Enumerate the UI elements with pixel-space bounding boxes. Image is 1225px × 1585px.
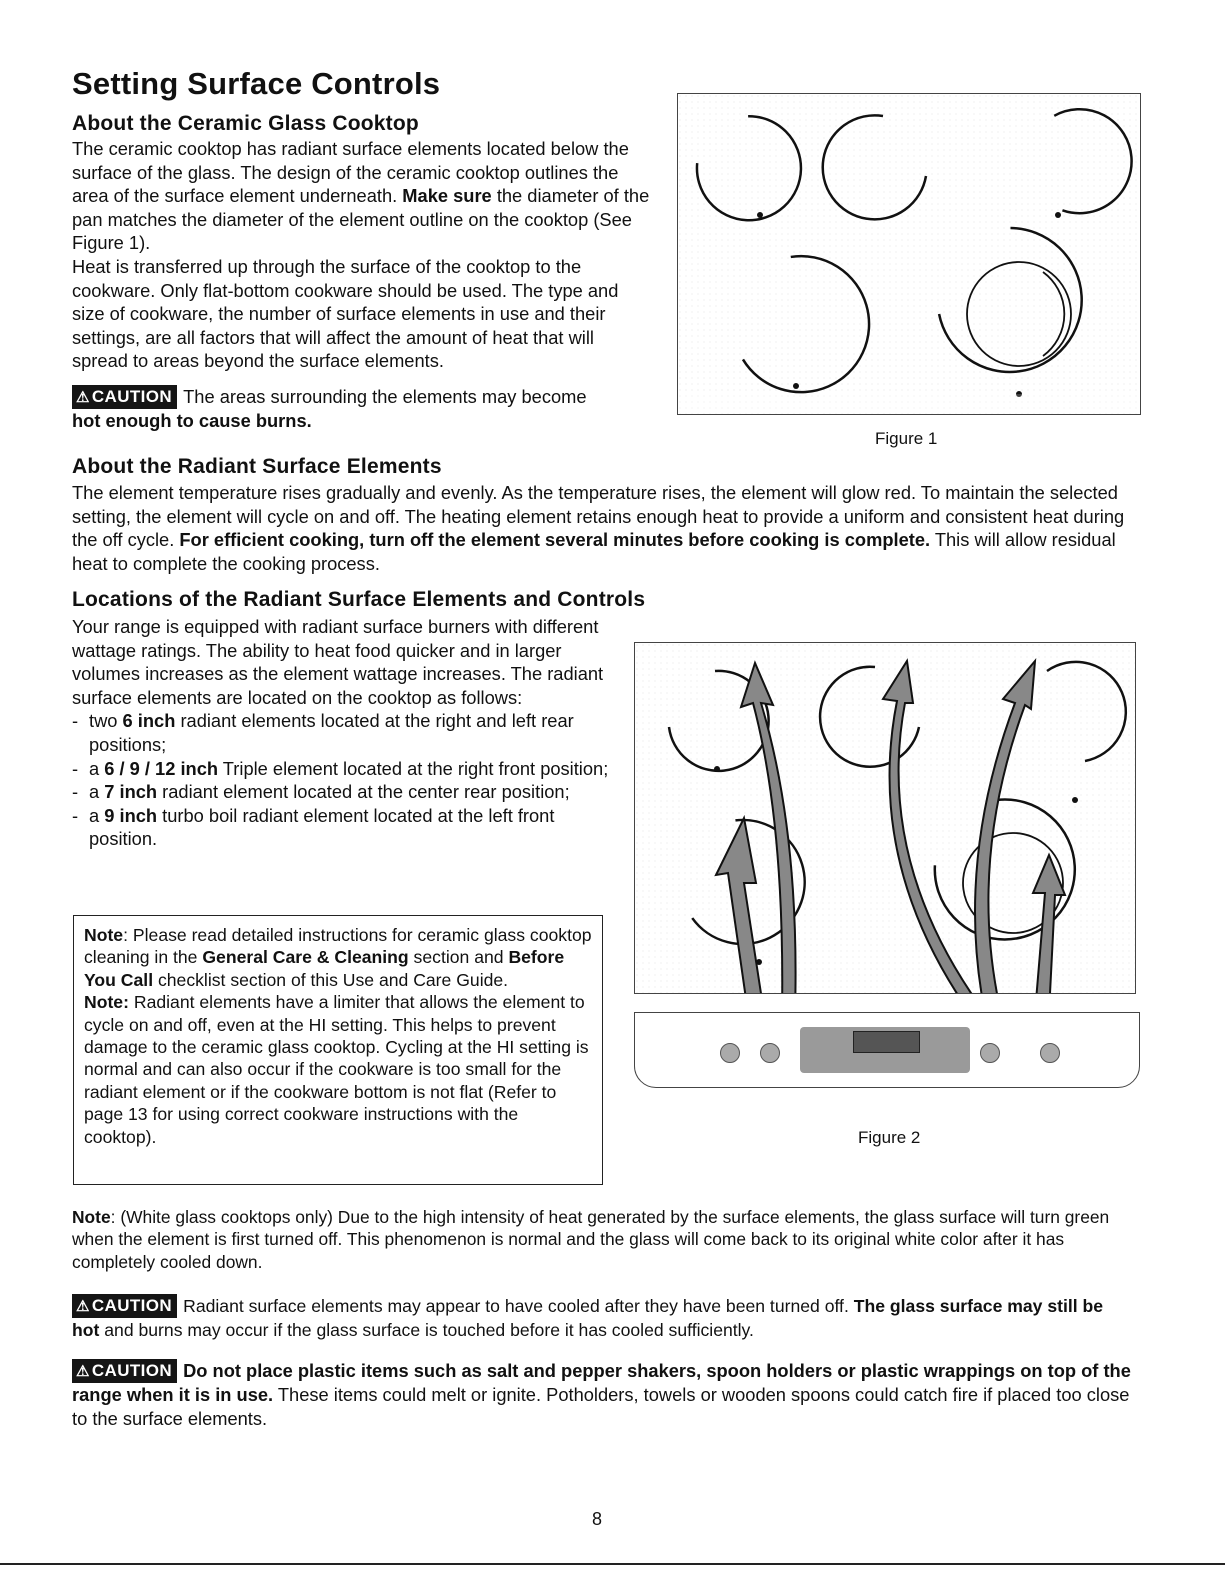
caution-1-text: The areas surrounding the elements may become — [183, 386, 587, 407]
radiant-text-a: The element temperature rises gradually and evenly. As the temperature rises, the element will glow red. To maintain the selected setting, the element will cycle on and off. The heating element retains enough heat to provide a uniform and consistent heat during the off cycle. — [72, 482, 1125, 551]
warning-icon: ⚠ — [76, 389, 90, 406]
knob-icon — [980, 1043, 1000, 1063]
ceramic-para2: Heat is transferred up through the surface of the cooktop to the cookware. Only flat-bottom cookware should be used. The type and size of cookware, the number of surface elements in use and their settings, are all factors that will affect the amount of heat that will spread to areas beyond the surface elements. — [72, 255, 619, 372]
figure-1-cooktop — [677, 93, 1141, 415]
warning-icon: ⚠ — [76, 1298, 90, 1315]
section-heading-locations: Locations of the Radiant Surface Elements and Controls — [72, 588, 646, 611]
list-item: - two 6 inch radiant elements located at the right and left rear positions; — [72, 709, 612, 756]
figure-1-caption: Figure 1 — [875, 429, 938, 448]
ceramic-glass-text — [72, 137, 650, 373]
caution-badge: ⚠ CAUTION — [72, 1294, 177, 1318]
caution-label: CAUTION — [91, 387, 173, 406]
warning-icon: ⚠ — [76, 1363, 90, 1380]
page-title: Setting Surface Controls — [72, 66, 441, 101]
radiant-text-c: This will allow residual heat to complete the cooking process. — [72, 529, 1116, 574]
ceramic-para1-a: The ceramic cooktop has radiant surface elements located below the surface of the glass. The design of the ceramic cooktop outlines the area of the surface element underneath. — [72, 138, 629, 207]
caution-2: ⚠ CAUTION Radiant surface elements may appear to have cooled after they have been turned off. The glass surface may still be hot and burns may occur if the glass surface is touched before it has cooled sufficiently. — [72, 1296, 1104, 1340]
knob-icon — [760, 1043, 780, 1063]
note-box: Note: Please read detailed instructions for ceramic glass cooktop cleaning in the General Care & Cleaning section and Before You Call checklist section of this Use and Care Guide. Note: Radiant elements have a limiter that allows the element to cycle on and off, even at the HI setting. This helps to prevent damage to the ceramic glass cooktop. Cycling at the HI setting is normal and can also occur if the cookware is too small for the radiant element or if the cookware bottom is not flat (Refer to page 13 for using correct cookware instructions with the cooktop). — [73, 915, 603, 1185]
white-glass-note-text: : (White glass cooktops only) Due to the high intensity of heat generated by the surface elements, the glass surface will turn green when the element is first turned off. This phenomenon is normal and the glass will come back to its original white color after it has completely cooled down. — [72, 1207, 1110, 1272]
locations-text — [72, 615, 612, 851]
note-2-label: Note: — [84, 992, 129, 1013]
caution-3: ⚠ CAUTION Do not place plastic items such as salt and pepper shakers, spoon holders or plastic wrappings on top of the range when it is in use. These items could melt or ignite. Potholders, towels or wooden spoons could catch fire if placed too close to the surface elements. — [72, 1360, 1131, 1429]
radiant-text-bold: For efficient cooking, turn off the element several minutes before cooking is complete. — [179, 529, 931, 551]
caution-badge — [72, 385, 177, 409]
caution-badge: ⚠ CAUTION — [72, 1359, 177, 1383]
caution-1 — [72, 385, 652, 433]
figure-2-caption: Figure 2 — [858, 1128, 921, 1147]
control-panel — [634, 1012, 1140, 1088]
cooktop-diagram — [678, 94, 1140, 414]
locations-intro: Your range is equipped with radiant surface burners with different wattage ratings. The ability to heat food quicker and in larger volumes increases as the element wattage increases. The radiant surface elements are located on the cooktop as follows: — [72, 616, 604, 708]
knob-icon — [1040, 1043, 1060, 1063]
white-glass-note — [72, 1206, 1132, 1273]
list-item: - a 7 inch radiant element located at the center rear position; — [72, 780, 612, 804]
section-heading-radiant-elements: About the Radiant Surface Elements — [72, 455, 442, 478]
radiant-elements-text — [72, 481, 1152, 575]
cooktop-controls-diagram — [635, 643, 1135, 993]
figure-2-cooktop-controls — [634, 642, 1136, 994]
list-item: - a 6 / 9 / 12 inch Triple element located at the right front position; — [72, 757, 612, 781]
clock-display — [853, 1031, 920, 1053]
section-heading-ceramic-glass: About the Ceramic Glass Cooktop — [72, 112, 419, 135]
element-list — [72, 709, 612, 851]
ceramic-para1-c: the diameter of the pan matches the diameter of the element outline on the cooktop (See Figure 1). — [72, 185, 650, 254]
note-2-text: Radiant elements have a limiter that allows the element to cycle on and off, even at the HI setting. This helps to prevent damage to the ceramic glass cooktop. Cycling at the HI setting is normal and can also occur if the cookware is too small for the radiant element or if the cookware bottom is not flat (Refer to page 13 for using correct cookware instructions with the cooktop). — [84, 992, 589, 1147]
white-glass-note-label: Note — [72, 1207, 111, 1227]
list-item: - a 9 inch turbo boil radiant element located at the left front position. — [72, 804, 612, 851]
caution-1-bold: hot enough to cause burns. — [72, 410, 312, 431]
page-bottom-rule — [0, 1563, 1225, 1565]
page-number: 8 — [592, 1509, 603, 1529]
knob-icon — [720, 1043, 740, 1063]
ceramic-para1-bold: Make sure — [402, 185, 492, 207]
note-1-label: Note — [84, 925, 124, 945]
